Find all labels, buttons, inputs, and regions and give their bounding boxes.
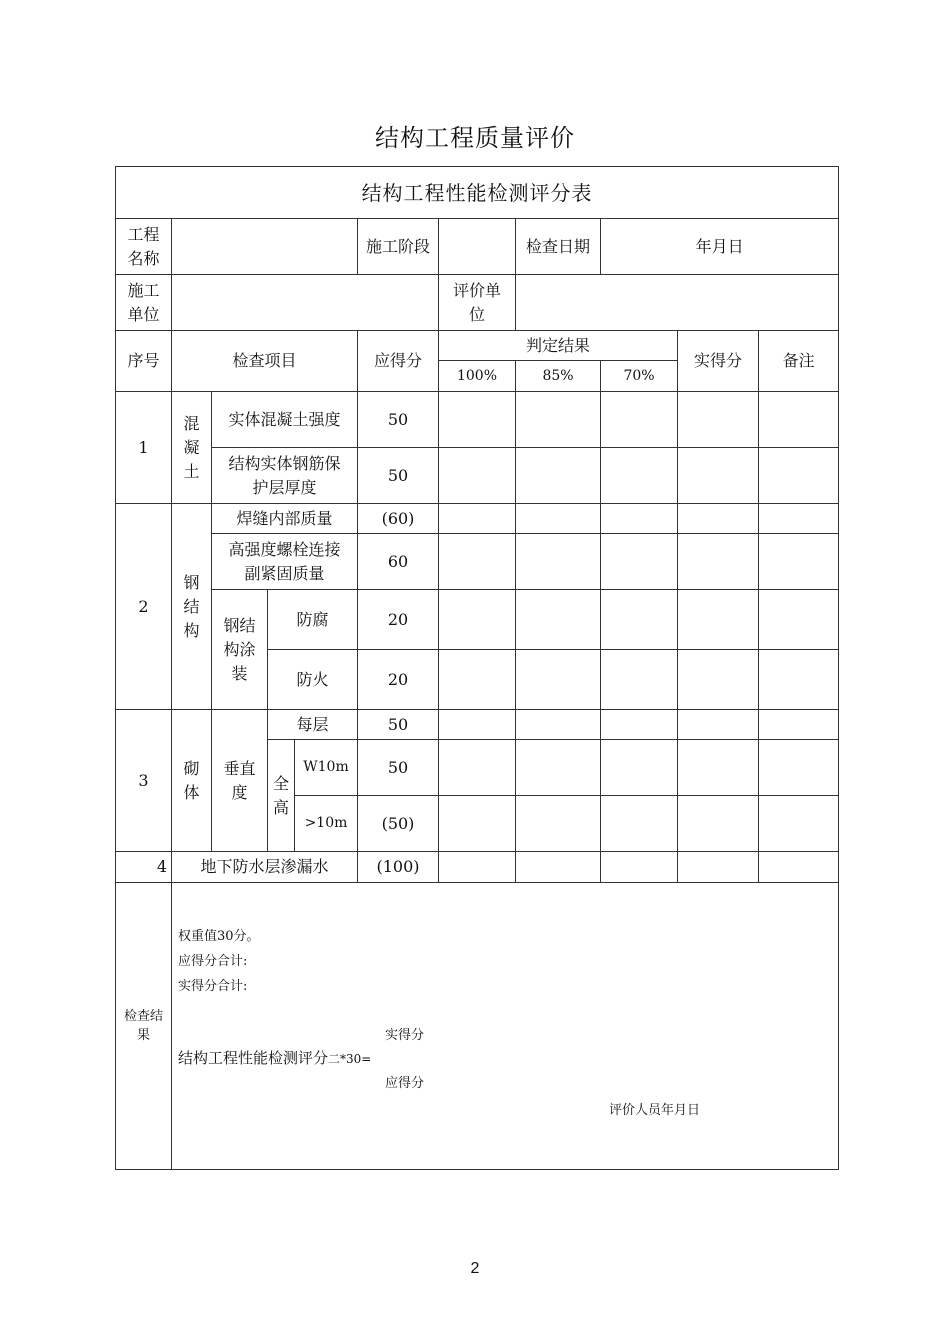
- construction-stage-value: [439, 219, 516, 275]
- item-waterproof-leak: 地下防水层渗漏水: [172, 852, 358, 883]
- seq-header: 序号: [116, 331, 172, 392]
- item-rebar-cover: 结构实体钢筋保 护层厚度: [212, 448, 358, 504]
- pct-70-header: 70%: [601, 361, 678, 392]
- sub-verticality: 垂直 度: [212, 710, 268, 852]
- should-score-header: 应得分: [358, 331, 439, 392]
- score-le-10m: 50: [358, 740, 439, 796]
- pct-85-header: 85%: [516, 361, 601, 392]
- score-concrete-strength: 50: [358, 392, 439, 448]
- item-gt-10m: >10m: [295, 796, 358, 852]
- score-rebar-cover: 50: [358, 448, 439, 504]
- sub-steel-coating: 钢结 构涂 装: [212, 590, 268, 710]
- item-per-floor: 每层: [268, 710, 358, 740]
- item-le-10m: W10m: [295, 740, 358, 796]
- construction-unit-label: 施工 单位: [116, 275, 172, 331]
- evaluation-unit-label: 评价单 位: [439, 275, 516, 331]
- page-number: 2: [470, 1260, 480, 1277]
- row-seq-1: 1: [116, 392, 172, 504]
- construction-stage-label: 施工阶段: [358, 219, 439, 275]
- inspection-item-header: 检查项目: [172, 331, 358, 392]
- score-anticorrosion: 20: [358, 590, 439, 650]
- scoring-table: [115, 166, 839, 1170]
- score-weld-quality: (60): [358, 504, 439, 534]
- score-bolt-tightening: 60: [358, 534, 439, 590]
- actual-score-header: 实得分: [678, 331, 759, 392]
- item-anticorrosion: 防腐: [268, 590, 358, 650]
- result-actual-total: 实得分合计:: [178, 979, 248, 994]
- item-concrete-strength: 实体混凝土强度: [212, 392, 358, 448]
- judgement-header: 判定结果: [439, 331, 678, 361]
- result-should-total: 应得分合计:: [178, 954, 248, 969]
- row-seq-3: 3: [116, 710, 172, 852]
- inspection-date-label: 检查日期: [516, 219, 601, 275]
- result-weight: 权重值30分。: [178, 929, 260, 944]
- page-title: 结构工程质量评价: [375, 124, 575, 152]
- row-seq-2: 2: [116, 504, 172, 710]
- group-concrete: 混 凝 土: [172, 392, 212, 504]
- score-waterproof-leak: (100): [358, 852, 439, 883]
- formula-denominator: 应得分: [385, 1076, 425, 1091]
- score-fireproofing: 20: [358, 650, 439, 710]
- item-fireproofing: 防火: [268, 650, 358, 710]
- remarks-header: 备注: [759, 331, 839, 392]
- formula-numerator: 实得分: [385, 1028, 425, 1043]
- item-weld-quality: 焊缝内部质量: [212, 504, 358, 534]
- result-label: 检查结 果: [116, 883, 172, 1170]
- score-gt-10m: (50): [358, 796, 439, 852]
- group-steel: 钢 结 构: [172, 504, 212, 710]
- evaluation-unit-value: [516, 275, 839, 331]
- formula-line: [178, 1047, 371, 1070]
- result-cell: [172, 883, 839, 1170]
- formula-tail: 二*30=: [328, 1052, 372, 1066]
- construction-unit-value: [172, 275, 439, 331]
- group-masonry: 砌 体: [172, 710, 212, 852]
- item-bolt-tightening: 高强度螺栓连接 副紧固质量: [212, 534, 358, 590]
- project-name-label: 工程 名称: [116, 219, 172, 275]
- pct-100-header: 100%: [439, 361, 516, 392]
- row-seq-4: 4: [116, 852, 172, 883]
- project-name-value: [172, 219, 358, 275]
- table-title: 结构工程性能检测评分表: [116, 167, 839, 219]
- formula-main: 结构工程性能检测评分: [178, 1049, 329, 1067]
- score-per-floor: 50: [358, 710, 439, 740]
- sub-full-height: 全 高: [268, 740, 295, 852]
- evaluator-signature: 评价人员年月日: [609, 1103, 701, 1118]
- inspection-date-value: 年月日: [601, 219, 839, 275]
